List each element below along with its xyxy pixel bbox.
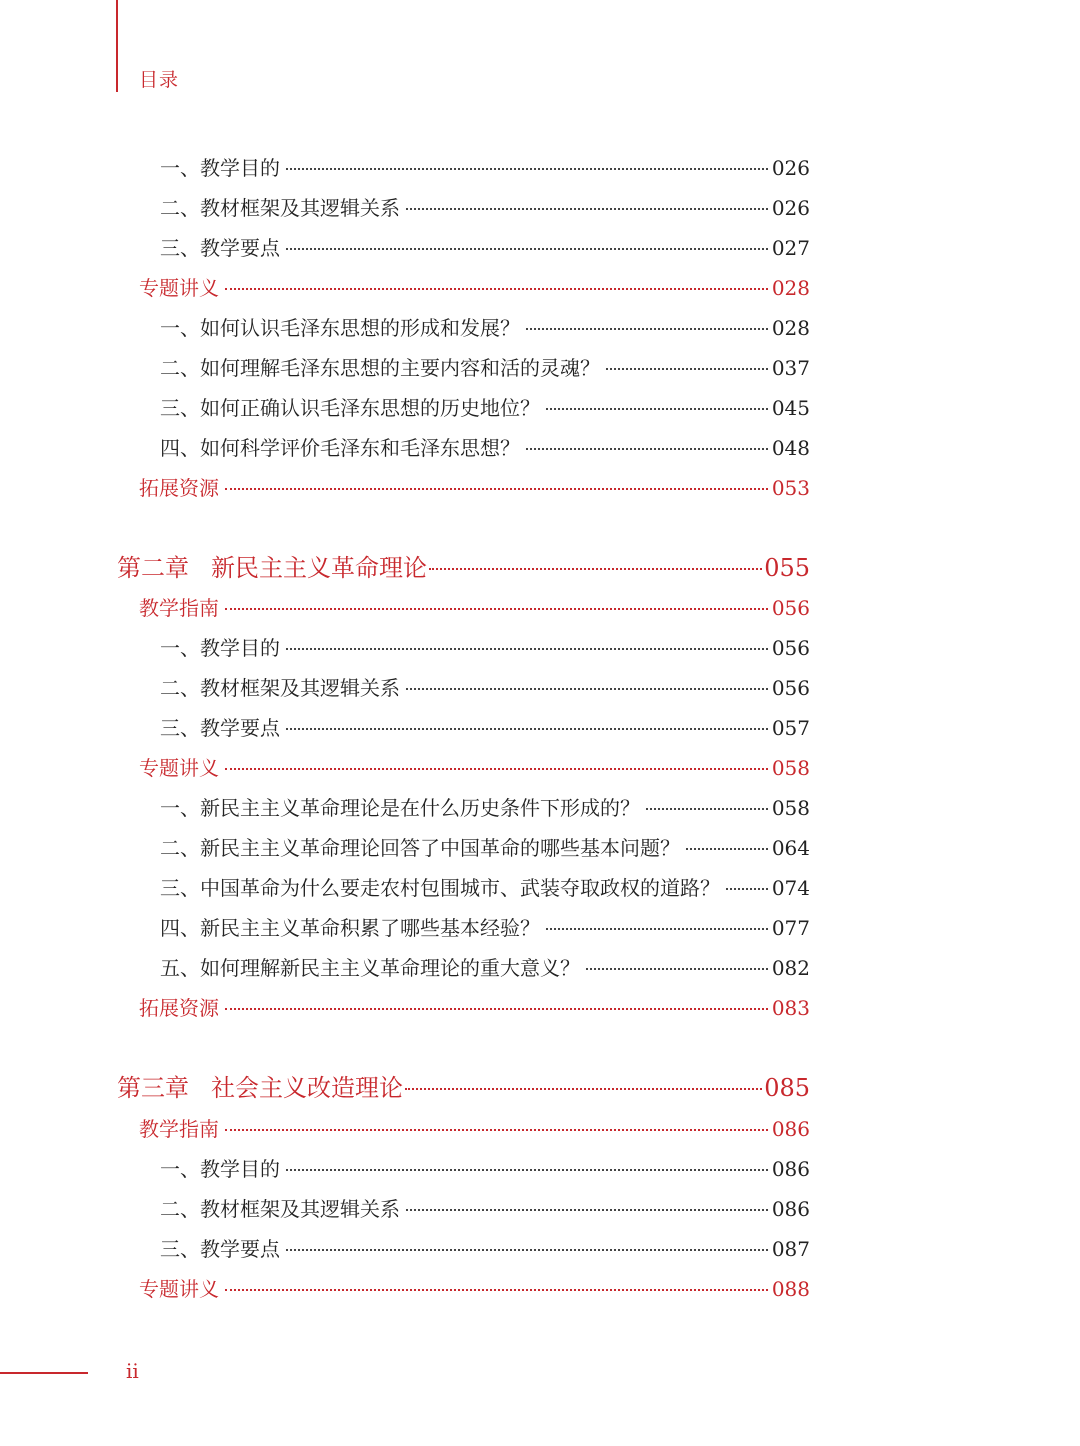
- dot-leader: [225, 488, 768, 490]
- toc-entry-item[interactable]: [160, 875, 810, 901]
- toc-entry-title: [117, 1073, 403, 1103]
- toc-entry-section[interactable]: [139, 1276, 810, 1302]
- running-header-title: 目录: [139, 69, 180, 91]
- toc-page-number: 026: [771, 196, 810, 220]
- toc-page-number: 086: [771, 1117, 810, 1141]
- toc-entry-section[interactable]: [139, 1116, 810, 1142]
- toc-page-number: 057: [771, 716, 810, 740]
- dot-leader: [686, 848, 768, 850]
- toc-page-number: 087: [771, 1237, 810, 1261]
- toc-entry-item[interactable]: [160, 915, 810, 941]
- dot-leader: [225, 1289, 768, 1291]
- dot-leader: [286, 648, 768, 650]
- toc-entry-item[interactable]: [160, 235, 810, 261]
- toc-entry-item[interactable]: [160, 795, 810, 821]
- toc-entry-item[interactable]: [160, 355, 810, 381]
- toc-entry-item[interactable]: [160, 395, 810, 421]
- toc-entry-item[interactable]: [160, 715, 810, 741]
- dot-leader: [286, 248, 768, 250]
- toc-entry-item[interactable]: [160, 435, 810, 461]
- chapter-title: 新民主主义革命理论: [211, 554, 427, 582]
- toc-entry-section[interactable]: [139, 995, 810, 1021]
- dot-leader: [286, 1169, 768, 1171]
- toc-entry-title: [117, 553, 427, 583]
- dot-leader: [526, 448, 768, 450]
- toc-entry-title: 三、教学要点: [160, 236, 280, 260]
- dot-leader: [726, 888, 768, 890]
- toc-page-number: 053: [771, 476, 810, 500]
- toc-entry-title: 五、如何理解新民主主义革命理论的重大意义？: [160, 956, 580, 980]
- toc-entry-section[interactable]: [139, 595, 810, 621]
- dot-leader: [586, 968, 768, 970]
- chapter-number: 第二章: [117, 554, 189, 582]
- toc-entry-title: 教学指南: [139, 1117, 219, 1141]
- toc-entry-title: 专题讲义: [139, 276, 219, 300]
- toc-entry-title: 三、教学要点: [160, 1237, 280, 1261]
- toc-entry-title: 二、如何理解毛泽东思想的主要内容和活的灵魂？: [160, 356, 600, 380]
- toc-entry-title: 二、教材框架及其逻辑关系: [160, 1197, 400, 1221]
- dot-leader: [225, 1008, 768, 1010]
- toc-entry-title: 一、教学目的: [160, 1157, 280, 1181]
- dot-leader: [225, 288, 768, 290]
- toc-page-number: 027: [771, 236, 810, 260]
- toc-entry-title: 拓展资源: [139, 476, 219, 500]
- toc-entry-title: 三、如何正确认识毛泽东思想的历史地位？: [160, 396, 540, 420]
- dot-leader: [406, 1209, 768, 1211]
- footer-rule: [0, 1372, 88, 1374]
- toc-page-number: 086: [771, 1157, 810, 1181]
- toc-entry-item[interactable]: [160, 835, 810, 861]
- toc-entry-item[interactable]: [160, 195, 810, 221]
- toc-entry-title: 四、新民主主义革命积累了哪些基本经验？: [160, 916, 540, 940]
- dot-leader: [405, 1088, 762, 1090]
- toc-entry-item[interactable]: [160, 635, 810, 661]
- toc-entry-section[interactable]: [139, 475, 810, 501]
- toc-page-number: 026: [771, 156, 810, 180]
- toc-page-number: 058: [771, 756, 810, 780]
- toc-entry-item[interactable]: [160, 955, 810, 981]
- toc-entry-title: 一、如何认识毛泽东思想的形成和发展？: [160, 316, 520, 340]
- chapter-title: 社会主义改造理论: [211, 1074, 403, 1102]
- dot-leader: [526, 328, 768, 330]
- toc-page-number: 037: [771, 356, 810, 380]
- toc-entry-title: 专题讲义: [139, 756, 219, 780]
- toc-entry-chapter[interactable]: [117, 1073, 810, 1103]
- dot-leader: [286, 1249, 768, 1251]
- dot-leader: [546, 408, 768, 410]
- toc-page-number: 028: [771, 316, 810, 340]
- toc-page-number: 056: [771, 676, 810, 700]
- toc-entry-title: 教学指南: [139, 596, 219, 620]
- toc-page-number: 048: [771, 436, 810, 460]
- toc-page-number: 028: [771, 276, 810, 300]
- chapter-number: 第三章: [117, 1074, 189, 1102]
- header-rule: [116, 0, 118, 92]
- dot-leader: [225, 608, 768, 610]
- toc-page-number: 055: [764, 554, 810, 582]
- toc-entry-title: 一、教学目的: [160, 156, 280, 180]
- toc-page-number: 085: [764, 1074, 810, 1102]
- toc-entry-title: 拓展资源: [139, 996, 219, 1020]
- toc-entry-item[interactable]: [160, 675, 810, 701]
- dot-leader: [286, 728, 768, 730]
- dot-leader: [406, 208, 768, 210]
- toc-entry-title: 二、新民主主义革命理论回答了中国革命的哪些基本问题？: [160, 836, 680, 860]
- toc-page-number: 083: [771, 996, 810, 1020]
- toc-entry-item[interactable]: [160, 155, 810, 181]
- toc-page-number: 045: [771, 396, 810, 420]
- toc-entry-title: 一、教学目的: [160, 636, 280, 660]
- toc-page-number: 074: [771, 876, 810, 900]
- toc-entry-item[interactable]: [160, 1236, 810, 1262]
- toc-entry-title: 二、教材框架及其逻辑关系: [160, 676, 400, 700]
- toc-entry-title: 二、教材框架及其逻辑关系: [160, 196, 400, 220]
- page-number: ii: [126, 1359, 139, 1383]
- toc-entry-title: 一、新民主主义革命理论是在什么历史条件下形成的？: [160, 796, 640, 820]
- toc-page-number: 056: [771, 636, 810, 660]
- dot-leader: [546, 928, 768, 930]
- toc-entry-item[interactable]: [160, 1156, 810, 1182]
- dot-leader: [225, 768, 768, 770]
- toc-page-number: 088: [771, 1277, 810, 1301]
- toc-page-number: 056: [771, 596, 810, 620]
- dot-leader: [646, 808, 768, 810]
- toc-entry-chapter[interactable]: [117, 553, 810, 583]
- toc-entry-item[interactable]: [160, 1196, 810, 1222]
- toc-page-number: 064: [771, 836, 810, 860]
- toc-entry-title: 专题讲义: [139, 1277, 219, 1301]
- dot-leader: [406, 688, 768, 690]
- toc-entry-title: 四、如何科学评价毛泽东和毛泽东思想？: [160, 436, 520, 460]
- dot-leader: [606, 368, 768, 370]
- toc-entry-section[interactable]: [139, 755, 810, 781]
- toc-entry-section[interactable]: [139, 275, 810, 301]
- dot-leader: [429, 568, 762, 570]
- toc-page-number: 086: [771, 1197, 810, 1221]
- toc-page-number: 077: [771, 916, 810, 940]
- dot-leader: [286, 168, 768, 170]
- toc-entry-item[interactable]: [160, 315, 810, 341]
- dot-leader: [225, 1129, 768, 1131]
- toc-page-number: 058: [771, 796, 810, 820]
- toc-page-number: 082: [771, 956, 810, 980]
- toc-entry-title: 三、教学要点: [160, 716, 280, 740]
- toc-entry-title: 三、中国革命为什么要走农村包围城市、武装夺取政权的道路？: [160, 876, 720, 900]
